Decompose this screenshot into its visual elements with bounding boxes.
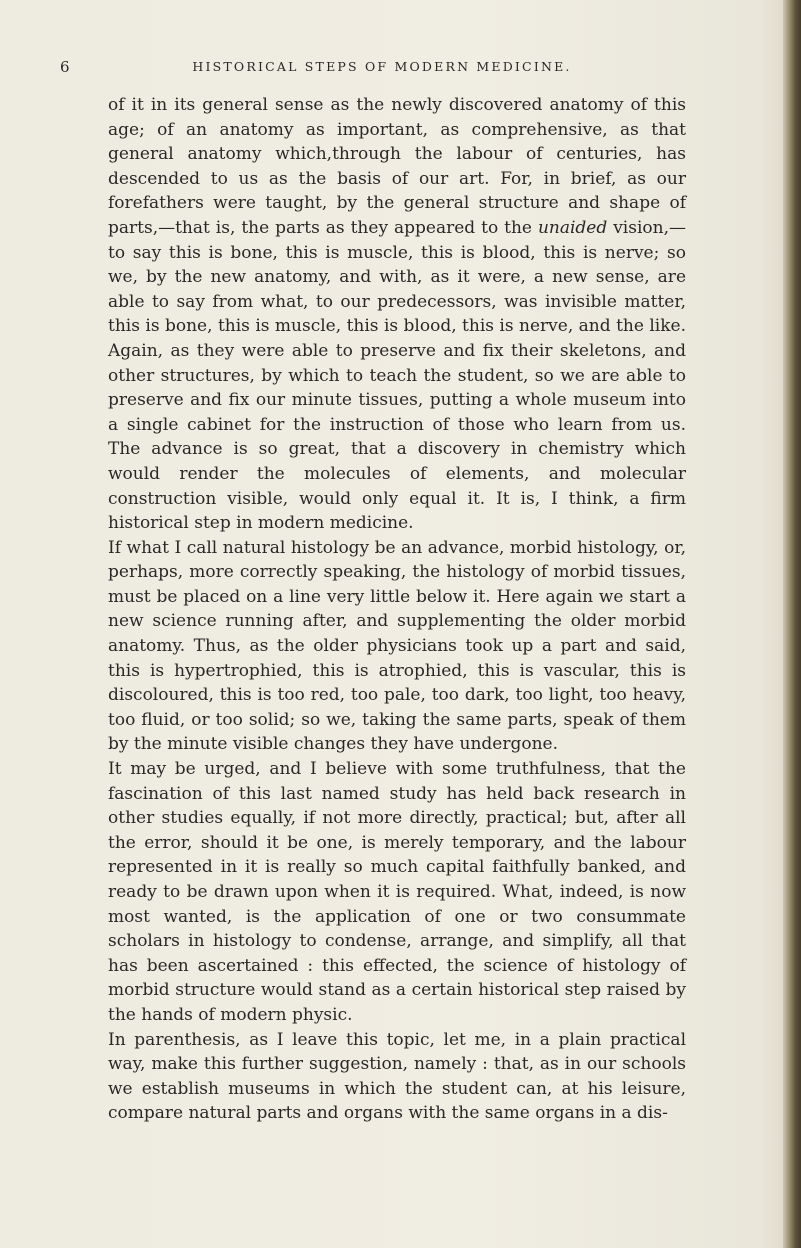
- paragraph-3: It may be urged, and I believe with some truthfulness, that the fascination of this last named study has held back research in other studies equally, if not more directly, practical; but, after all the error, should it be one, is merely temporary, and the labour represented in it is really so much capital faithfully banked, and ready to be drawn upon when it is required. What, indeed, is now most wanted, is the application of one or two consummate scholars in histology to condense, arrange, and simplify, all that has been ascertained : this effected, the science of histology of morbid structure would stand as a certain historical step raised by the hands of modern physic.: [108, 759, 686, 1025]
- page-header: [60, 58, 690, 78]
- paragraph-1-end: vision,—to say this is bone, this is muscle, this is blood, this is nerve; so we, by the new anatomy, and with, as it were, a new sense, are able to say from what, to our predecessors, was invisible matter, this is bone, this is muscle, this is blood, this is nerve, and the like. Again, as they were able to preserve and fix their skeletons, and other structures, by which to teach the student, so we are able to preserve and fix our minute tissues, putting a whole museum into a single cabinet for the instruction of those who learn from us. The advance is so great, that a discovery in chemistry which would render the molecules of elements, and molecular construction visible, would only equal it. It is, I think, a firm historical step in modern medicine.: [108, 217, 686, 534]
- paragraph-1-italic: unaided: [537, 217, 608, 238]
- page-number: 6: [60, 58, 71, 76]
- paragraph-2: If what I call natural histology be an advance, morbid histology, or, perhaps, more correctly speaking, the histology of morbid tissues, must be placed on a line very little below it. Here again we start a new science running after, and supplementing the older morbid anatomy. Thus, as the older physicians took up a part and said, this is hypertrophied, this is atrophied, this is vascular, this is discoloured, this is too red, too pale, too dark, too light, too heavy, too fluid, or too solid; so we, taking the same parts, speak of them by the minute visible changes they have undergone.: [108, 537, 686, 755]
- paragraph-1-start: of it in its general sense as the newly discovered anatomy of this age; of an anatomy as important, as comprehensive, as that general anatomy which,through the labour of centuries, has descended to us as the basis of our art. For, in brief, as our forefathers were taught, by the general structure and shape of parts,—that is, the parts as they appeared to the: [108, 95, 686, 238]
- running-head: HISTORICAL STEPS OF MODERN MEDICINE.: [192, 59, 572, 74]
- body-text: [108, 93, 686, 1126]
- paragraph-4: In parenthesis, as I leave this topic, let me, in a plain practical way, make this further suggestion, namely : that, as in our schools we establish museums in which the student can, at his leisure, compare natural parts and organs with the same organs in a dis-: [108, 1029, 686, 1124]
- page-edge-shadow: [783, 0, 801, 1248]
- paragraph-1: [108, 93, 686, 536]
